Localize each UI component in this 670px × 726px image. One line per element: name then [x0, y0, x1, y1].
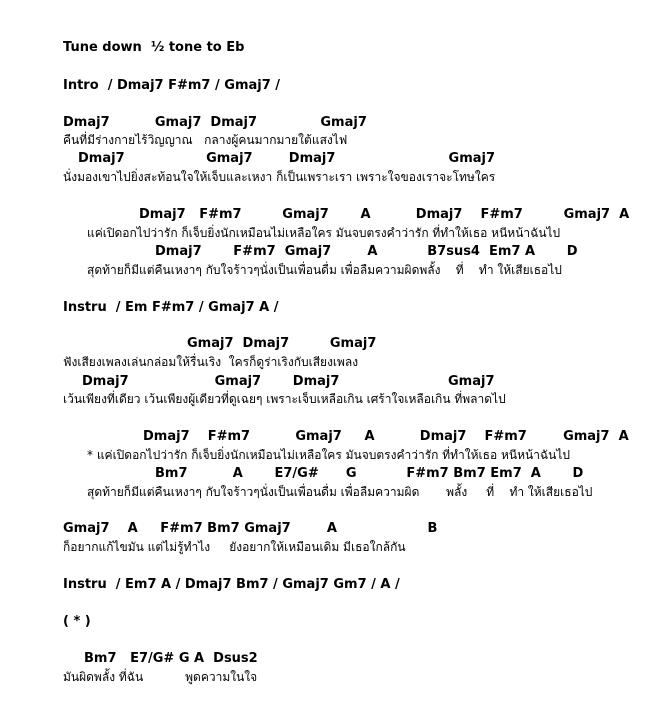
lyric-line: ฟังเสียงเพลงเล่นกล่อมให้รื่นเริง ใครก็ดูร่าเริงกับเสียงเพลง [63, 355, 359, 369]
lyric-line: สุดท้ายก็มีแต่คืนเหงาๆ กับใจร้าวๆนั่งเป็นเพื่อนดื่ม เพื่อลืมความผิด พลั้ง ที่ ทำ ให้เสียเธอไป [87, 485, 593, 499]
chord-line: Dmaj7 Gmaj7 Dmaj7 Gmaj7 [82, 374, 495, 389]
chord-line: Bm7 A E7/G# G F#m7 Bm7 Em7 A D [155, 466, 584, 481]
chord-line: Dmaj7 F#m7 Gmaj7 A Dmaj7 F#m7 Gmaj7 A [139, 207, 630, 222]
lyric-line: ก็อยากแก้ไขมัน แต่ไม่รู้ทำไง ยังอยากให้เหมือนเดิม มีเธอใกล้กัน [63, 540, 406, 554]
chord-line: Bm7 E7/G# G A Dsus2 [84, 651, 258, 666]
lyric-line: มันผิดพลั้ง ที่ฉัน พูดความในใจ [63, 670, 258, 684]
lyric-line: สุดท้ายก็มีแต่คืนเหงาๆ กับใจร้าวๆนั่งเป็นเพื่อนดื่ม เพื่อลืมความผิดพลั้ง ที่ ทำ ให้เสียเธอไป [87, 263, 562, 277]
instrumental-line: Instru / Em F#m7 / Gmaj7 A / [63, 300, 279, 315]
lyric-line: เว้นเพียงที่เดียว เว้นเพียงผู้เดียวที่ดูเฉยๆ เพราะเจ็บเหลือเกิน เศร้าใจเหลือเกิน ที่พลาดไป [63, 392, 506, 406]
lyric-line: แค่เปิดอกไปว่ารัก ก็เจ็บยิ่งนักเหมือนไม่เหลือใคร มันจบตรงคำว่ารัก ที่ทำให้เธอ หนีหน้าฉันไป [87, 226, 561, 240]
repeat-marker: ( * ) [63, 614, 91, 629]
tuning-note: Tune down ½ tone to Eb [63, 40, 245, 55]
intro-line: Intro / Dmaj7 F#m7 / Gmaj7 / [63, 78, 281, 93]
chord-line: Dmaj7 Gmaj7 Dmaj7 Gmaj7 [78, 151, 496, 166]
instrumental-line: Instru / Em7 A / Dmaj7 Bm7 / Gmaj7 Gm7 / A / [63, 577, 400, 592]
chord-line: Dmaj7 F#m7 Gmaj7 A B7sus4 Em7 A D [155, 244, 578, 259]
lyric-line: คืนที่มีร่างกายไร้วิญญาณ กลางผู้คนมากมายใต้แสงไฟ [63, 133, 348, 147]
chord-line: Dmaj7 Gmaj7 Dmaj7 Gmaj7 [63, 115, 367, 130]
chord-line: Gmaj7 Dmaj7 Gmaj7 [187, 336, 377, 351]
lyric-line: นั่งมองเขาไปยิ่งสะท้อนใจให้เจ็บและเหงา ก็เป็นเพราะเรา เพราะใจของเราจะโทษใคร [63, 170, 496, 184]
chord-line: Dmaj7 F#m7 Gmaj7 A Dmaj7 F#m7 Gmaj7 A [143, 429, 629, 444]
lyric-line: * แค่เปิดอกไปว่ารัก ก็เจ็บยิ่งนักเหมือนไม่เหลือใคร มันจบตรงคำว่ารัก ที่ทำให้เธอ หนีหน้าฉันไป [87, 448, 570, 462]
chord-line: Gmaj7 A F#m7 Bm7 Gmaj7 A B [63, 521, 438, 536]
